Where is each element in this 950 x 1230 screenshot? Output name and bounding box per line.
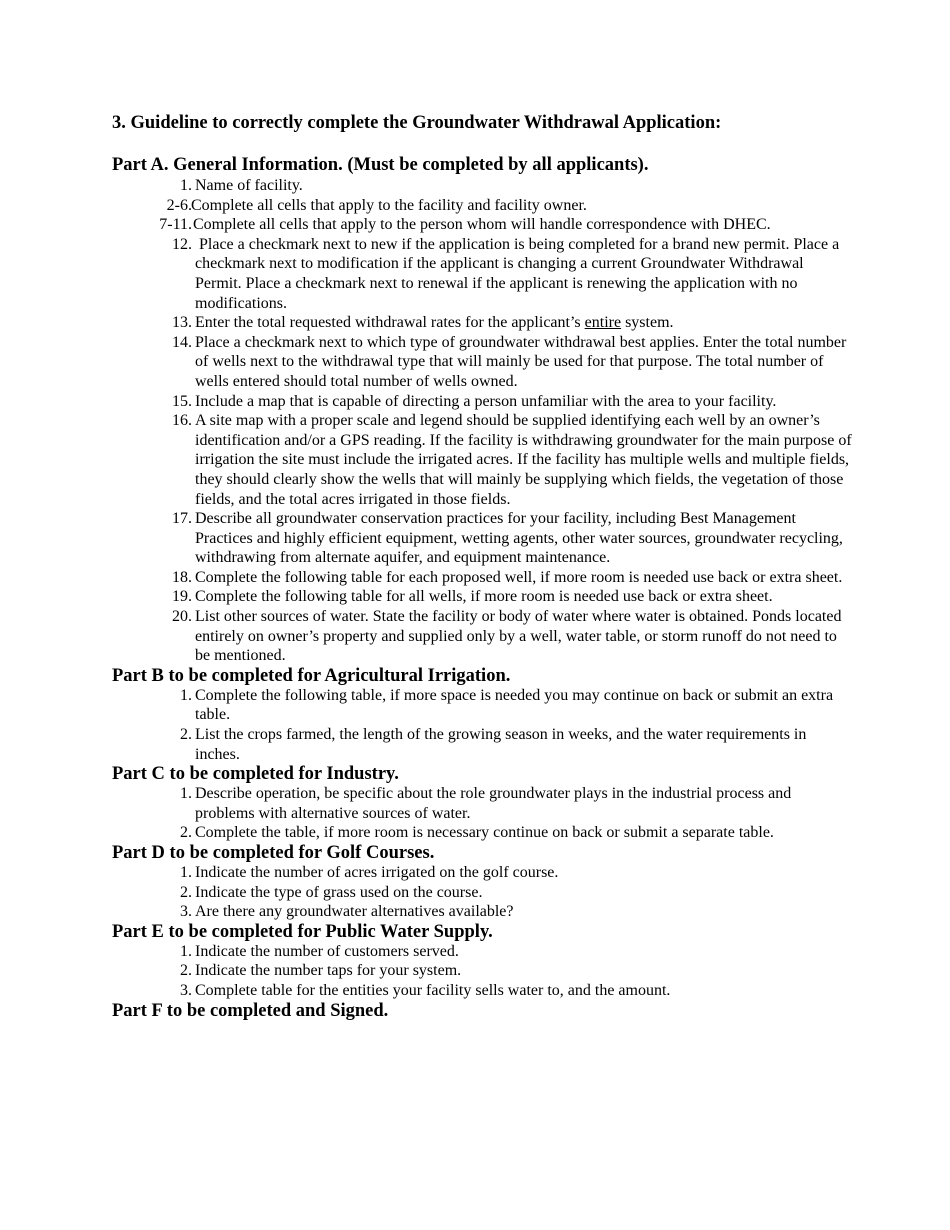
item-number: 13. [172, 314, 192, 332]
page-title: 3. Guideline to correctly complete the Groundwater Withdrawal Application: [112, 113, 722, 133]
item-text: Complete the following table for all wells, if more room is needed use back or extra sheet. [195, 588, 773, 606]
item-text: Complete the table, if more room is necessary continue on back or submit a separate table. [195, 824, 774, 842]
list-item [112, 411, 852, 509]
list-item [112, 392, 852, 412]
item-text: Name of facility. [195, 177, 303, 194]
item-text-part: Enter the total requested withdrawal rates for the applicant’s [195, 314, 585, 332]
item-text: Complete the following table, if more space is needed you may continue on back or submit an extra table. [195, 686, 834, 724]
item-number: 14. [172, 333, 192, 351]
item-number: 2. [180, 962, 192, 980]
item-text-part: system. [621, 314, 674, 332]
list-item [112, 333, 852, 392]
list-item [112, 568, 852, 588]
item-number: 18. [172, 568, 192, 586]
list-item [112, 509, 852, 568]
item-text: Indicate the number of customers served. [195, 942, 459, 960]
underlined-word: entire [584, 314, 622, 332]
item-text: Describe all groundwater conservation practices for your facility, including Best Management Practices and highly efficient equipment, wetting agents, other water sources, groundwater recycling, withdrawing from alternate aquifer, and equipment maintenance. [195, 510, 843, 567]
list-item [112, 981, 852, 1001]
list-item [112, 196, 852, 216]
list-item [112, 863, 852, 883]
part-b-heading: Part B to be completed for Agricultural Irrigation. [112, 665, 511, 686]
content-list [112, 176, 852, 1021]
item-number: 12. [172, 235, 192, 253]
item-text: Include a map that is capable of directing a person unfamiliar with the area to your facility. [195, 392, 777, 410]
item-text: Describe operation, be specific about the role groundwater plays in the industrial process and problems with alternative sources of water. [195, 785, 792, 822]
part-d-heading: Part D to be completed for Golf Courses. [112, 843, 435, 863]
list-item [112, 313, 852, 333]
item-number: 1. [180, 177, 192, 194]
list-item [112, 784, 852, 823]
list-item [112, 686, 852, 725]
item-number: 1. [180, 864, 192, 881]
item-text: List other sources of water. State the facility or body of water where water is obtained. Ponds located entirely on owner’s property and supplied only by a well, water table, or storm runoff do not need to be mentioned. [195, 608, 842, 665]
item-number: 15. [172, 392, 192, 410]
list-item [112, 942, 852, 962]
item-number: 2. [180, 726, 192, 744]
list-item [112, 902, 852, 922]
item-number: 1. [180, 942, 192, 960]
item-number: 2. [180, 824, 192, 842]
item-text: Place a checkmark next to which type of groundwater withdrawal best applies. Enter the total number of wells next to the withdrawal type that will mainly be used for that purpose. The total number of wells entered should total number of wells owned. [195, 333, 847, 390]
item-number: 19. [172, 588, 192, 606]
item-number: 2-6. [166, 196, 192, 214]
list-item [112, 961, 852, 981]
item-text: Complete all cells that apply to the person whom will handle correspondence with DHEC. [193, 216, 771, 234]
item-number: 17. [172, 510, 192, 528]
part-a-heading: Part A. General Information. (Must be completed by all applicants). [112, 155, 649, 175]
list-item [112, 587, 852, 607]
item-text: Are there any groundwater alternatives available? [195, 903, 514, 921]
item-number: 3. [180, 903, 192, 921]
item-number: 3. [180, 981, 192, 999]
item-text: Indicate the number taps for your system. [195, 962, 462, 980]
list-item [112, 823, 852, 843]
item-text: A site map with a proper scale and legend should be supplied identifying each well by an owner’s identification and/or a GPS reading. If the facility is withdrawing groundwater for the main purpose of irrigation the site must include the irrigated acres. If the facility has multiple wells and multiple fields, they should clearly show the wells that will mainly be supplying which fields, the vegetation of those fields, and the total acres irrigated in those fields. [195, 412, 852, 508]
item-text: Indicate the type of grass used on the course. [195, 883, 483, 901]
item-text: List the crops farmed, the length of the growing season in weeks, and the water requirements in inches. [195, 726, 807, 763]
item-text: Indicate the number of acres irrigated on the golf course. [195, 864, 559, 881]
item-text: Complete all cells that apply to the facility and facility owner. [191, 196, 587, 214]
list-item [112, 176, 852, 196]
item-number: 16. [172, 412, 192, 430]
item-text: Complete table for the entities your facility sells water to, and the amount. [195, 981, 671, 999]
item-number: 1. [180, 785, 192, 803]
item-number: 20. [172, 608, 192, 626]
part-c-heading: Part C to be completed for Industry. [112, 764, 399, 785]
part-f-heading: Part F to be completed and Signed. [112, 1000, 389, 1021]
list-item [112, 215, 852, 235]
item-number: 7-11. [159, 216, 192, 234]
part-e-heading: Part E to be completed for Public Water Supply. [112, 921, 493, 942]
list-item [112, 725, 852, 764]
item-number: 1. [180, 686, 192, 704]
item-text: Place a checkmark next to new if the application is being completed for a brand new permit. Place a checkmark next to modification if the applicant is changing a current Groundwater Withdrawal Permit. Place a checkmark next to renewal if the applicant is renewing the application with no modifications. [195, 235, 844, 312]
item-text [195, 313, 852, 333]
list-item [112, 235, 852, 313]
list-item [112, 607, 852, 666]
item-number: 2. [180, 883, 192, 901]
item-text: Complete the following table for each proposed well, if more room is needed use back or extra sheet. [195, 568, 843, 586]
list-item [112, 883, 852, 903]
